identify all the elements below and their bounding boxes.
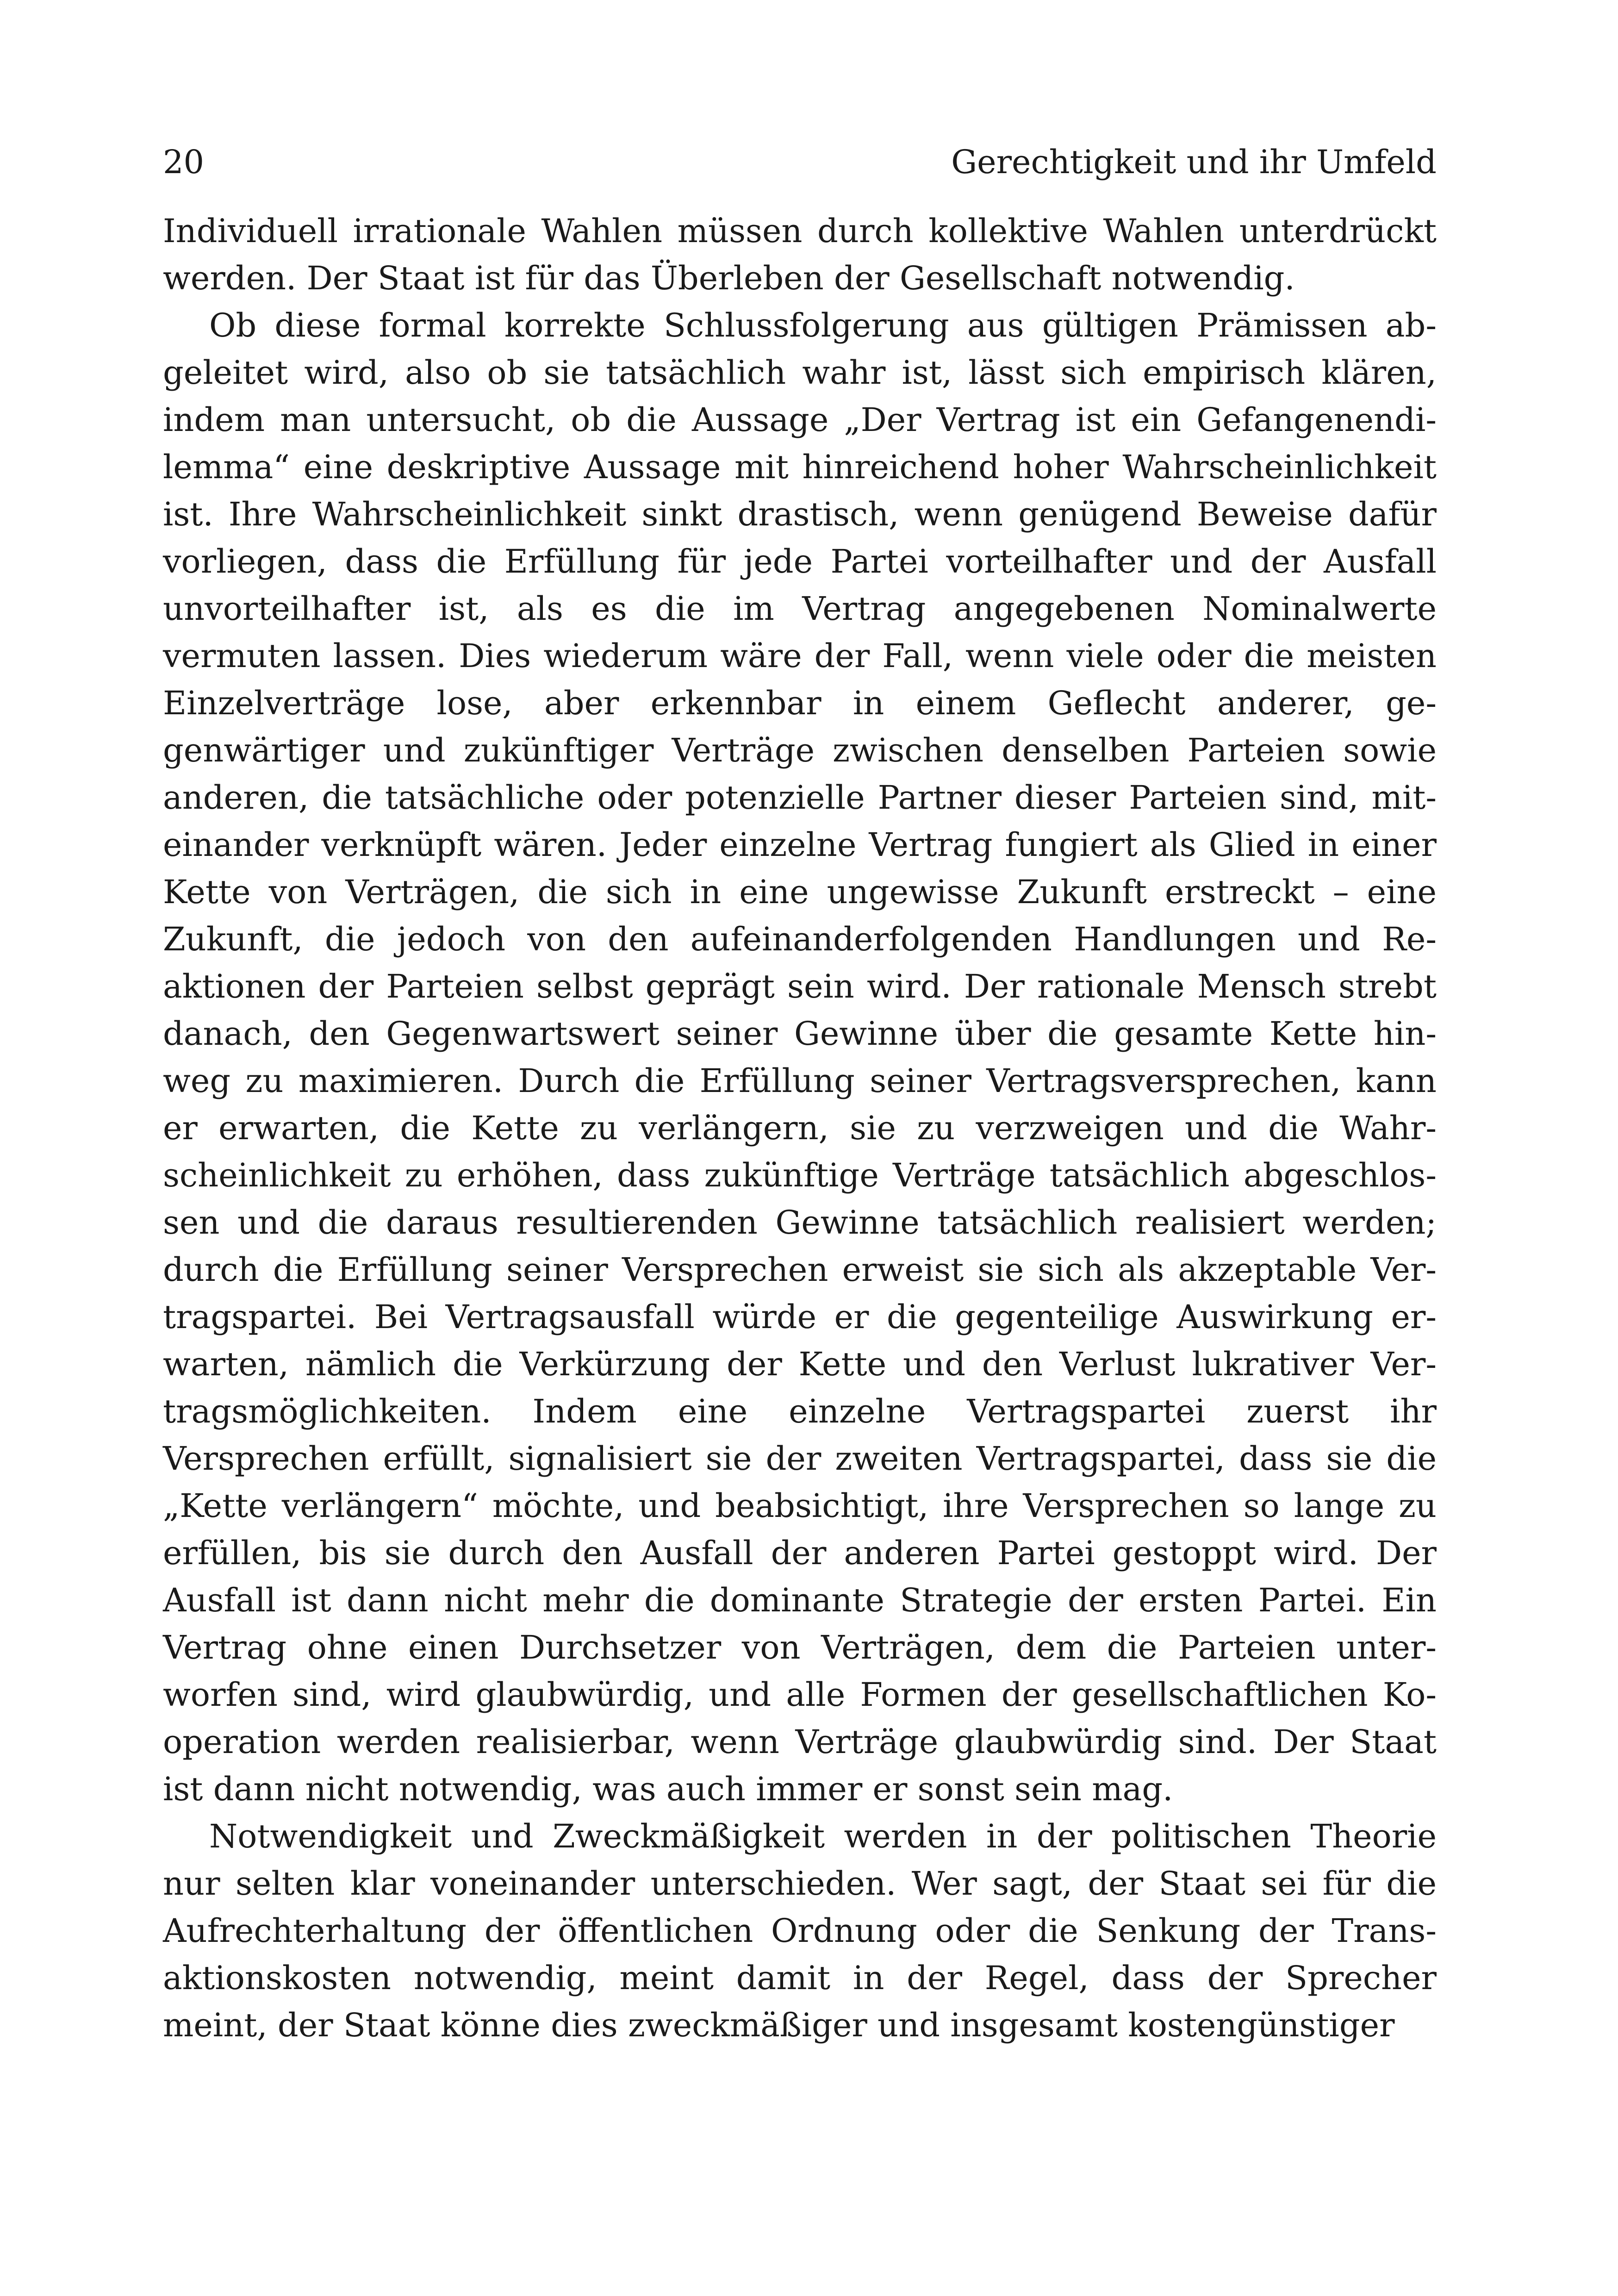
paragraph: Individuell irrationale Wahlen müssen durch kollektive Wahlen unterdrückt werden. Der Staat ist für das Überleben der Gesellschaft notwendig. — [163, 212, 1437, 297]
running-head — [163, 134, 1437, 190]
paragraph: Ob diese formal korrekte Schlussfolgerung aus gültigen Prämissen abgeleitet wird, also ob sie tatsächlich wahr ist, lässt sich empirisch klären, indem man untersucht, ob die Aussage „Der Vertrag ist ein Gefangenendilemma“ eine deskriptive Aussage mit hinreichend hoher Wahrscheinlichkeit ist. Ihre Wahrscheinlichkeit sinkt drastisch, wenn genügend Beweise dafür vorliegen, dass die Erfüllung für jede Partei vorteilhafter und der Ausfall unvorteilhafter ist, als es die im Vertrag angegebenen Nominalwerte vermuten lassen. Dies wiederum wäre der Fall, wenn viele oder die meisten Einzelverträge lose, aber erkennbar in einem Geflecht anderer, gegenwärtiger und zukünftiger Verträge zwischen denselben Parteien sowie anderen, die tatsächliche oder potenzielle Partner dieser Parteien sind, miteinander verknüpft wären. Jeder einzelne Vertrag fungiert als Glied in einer Kette von Verträgen, die sich in eine ungewisse Zukunft erstreckt – eine Zukunft, die jedoch von den aufeinanderfolgenden Handlungen und Reaktionen der Parteien selbst geprägt sein wird. Der rationale Mensch strebt danach, den Gegenwartswert seiner Gewinne über die gesamte Kette hinweg zu maximieren. Durch die Erfüllung seiner Vertragsversprechen, kann er erwarten, die Kette zu verlängern, sie zu verzweigen und die Wahrscheinlichkeit zu erhöhen, dass zukünftige Verträge tatsächlich abgeschlossen und die daraus resultierenden Gewinne tatsächlich realisiert werden; durch die Erfüllung seiner Versprechen erweist sie sich als akzeptable Vertragspartei. Bei Vertragsausfall würde er die gegenteilige Auswirkung erwarten, nämlich die Verkürzung der Kette und den Verlust lukrativer Vertragsmöglichkeiten. Indem eine einzelne Vertragspartei zuerst ihr Versprechen erfüllt, signalisiert sie der zweiten Vertragspartei, dass sie die „Kette verlängern“ möchte, und beabsichtigt, ihre Versprechen so lange zu erfüllen, bis sie durch den Ausfall der anderen Partei gestoppt wird. Der Ausfall ist dann nicht mehr die dominante Strategie der ersten Partei. Ein Vertrag ohne einen Durchsetzer von Verträgen, dem die Parteien unterworfen sind, wird glaubwürdig, und alle Formen der gesellschaftlichen Kooperation werden realisierbar, wenn Verträge glaubwürdig sind. Der Staat ist dann nicht notwendig, was auch immer er sonst sein mag. — [163, 306, 1437, 1808]
body-text — [163, 207, 1437, 2049]
page-number: 20 — [163, 143, 205, 181]
book-page — [163, 134, 1437, 2217]
paragraph: Notwendigkeit und Zweckmäßigkeit werden in der politischen Theorie nur selten klar voneinander unterschieden. Wer sagt, der Staat sei für die Aufrechterhaltung der öffentlichen Ordnung oder die Senkung der Transaktionskosten notwendig, meint damit in der Regel, dass der Sprecher meint, der Staat könne dies zweckmäßiger und insgesamt kostengünstiger — [163, 1817, 1437, 2044]
running-title: Gerechtigkeit und ihr Umfeld — [951, 143, 1437, 181]
